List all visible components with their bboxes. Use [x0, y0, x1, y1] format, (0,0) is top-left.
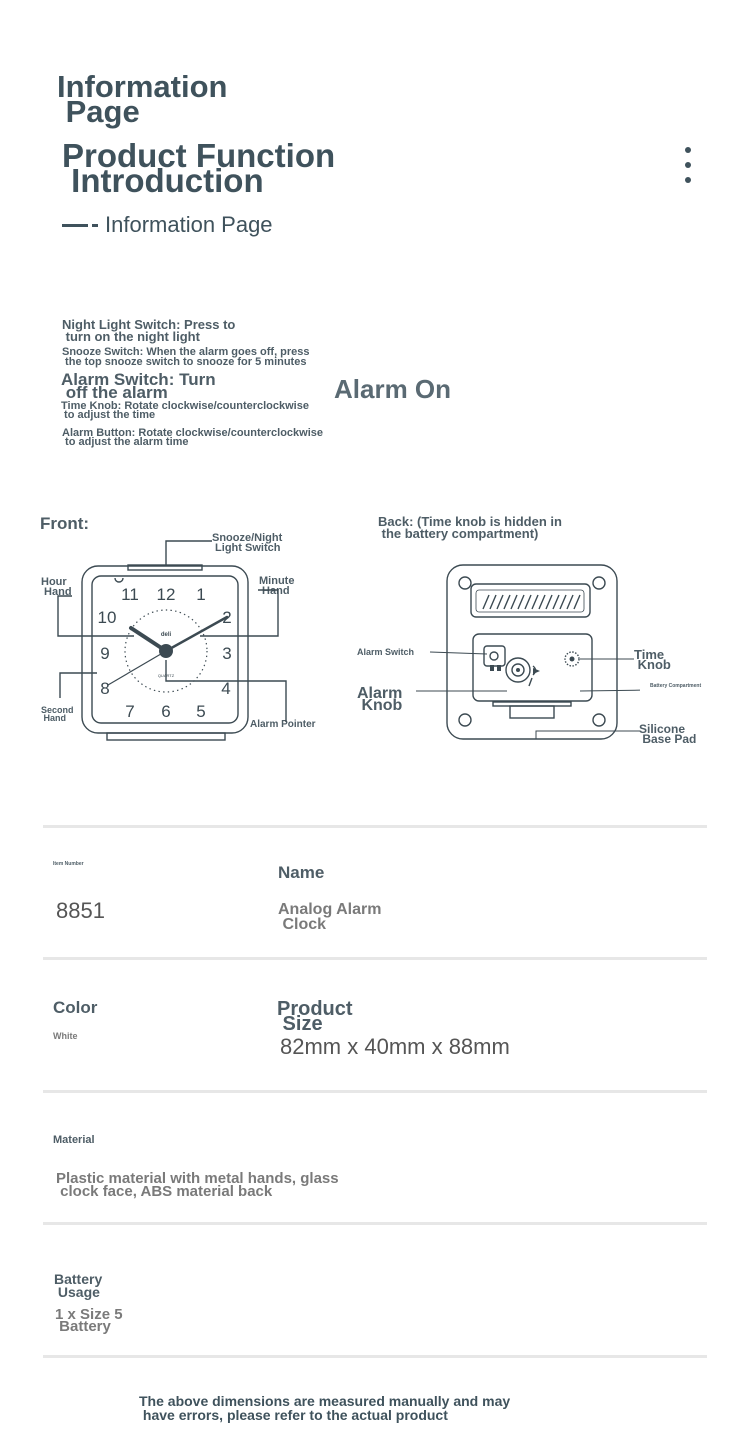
alarm-switch-text: Alarm Switch: Turn off the alarm — [61, 370, 216, 402]
footer-note: The above dimensions are measured manually and may have errors, please refer to the actual product — [139, 1393, 511, 1423]
clock-number: 7 — [125, 702, 135, 721]
item-number-label: Item Number — [53, 861, 84, 867]
clock-number: 4 — [221, 679, 231, 698]
front-clock-diagram — [0, 530, 340, 750]
alarm-knob-label: Alarm Knob — [357, 685, 403, 714]
clock-number: 10 — [97, 608, 117, 627]
divider — [43, 1222, 707, 1225]
quartz-label: QUARTZ — [157, 673, 175, 678]
snooze-night-label: Snooze/Night Light Switch — [212, 532, 283, 554]
back-clock-diagram — [340, 560, 640, 745]
clock-number: 1 — [196, 585, 206, 604]
alarm-pointer-label: Alarm Pointer — [250, 719, 316, 730]
color-label: Color — [53, 998, 98, 1017]
alarm-switch-back-label: Alarm Switch — [357, 647, 415, 657]
brand-logo: deli — [160, 632, 172, 638]
dash-dot-icon — [92, 224, 98, 227]
clock-number: 6 — [161, 702, 171, 721]
silicone-pad-label: Silicone Base Pad — [639, 722, 697, 746]
clock-number: 12 — [156, 585, 176, 604]
clock-number: 11 — [121, 585, 139, 604]
clock-number: 2 — [222, 608, 232, 627]
hour-hand-label: Hour Hand — [41, 576, 72, 598]
alarm-on-text: Alarm On — [334, 374, 452, 404]
front-label: Front: — [40, 514, 90, 533]
speaker-grille — [483, 595, 580, 609]
item-number-value: 8851 — [56, 898, 105, 923]
back-label: Back: (Time knob is hidden in the battery compartment) — [378, 514, 562, 541]
color-value: White — [53, 1031, 78, 1041]
clock-number: 8 — [100, 679, 110, 698]
battery-label: Battery Usage — [54, 1271, 103, 1300]
second-hand-label: Second Hand — [41, 705, 74, 723]
product-size-label: Product Size — [277, 998, 353, 1035]
divider — [43, 1090, 707, 1093]
clock-number: 9 — [100, 644, 110, 663]
battery-value: 1 x Size 5 Battery — [55, 1306, 123, 1335]
section-title: Product Function Introduction — [62, 137, 336, 199]
page-title: Information Page — [57, 69, 228, 129]
product-size-value: 82mm x 40mm x 88mm — [280, 1034, 510, 1059]
material-label: Material — [53, 1134, 95, 1146]
more-vertical-icon[interactable] — [680, 144, 696, 188]
divider — [43, 1355, 707, 1358]
battery-compartment-label: Battery Compartment — [650, 683, 702, 689]
name-value: Analog Alarm Clock — [278, 901, 382, 933]
clock-number: 3 — [222, 644, 232, 663]
material-value: Plastic material with metal hands, glass clock face, ABS material back — [56, 1170, 339, 1200]
divider — [43, 825, 707, 828]
time-knob-text: Time Knob: Rotate clockwise/counterclockwise to adjust the time — [61, 400, 309, 421]
snooze-text: Snooze Switch: When the alarm goes off, press the top snooze switch to snooze for 5 minutes — [62, 346, 310, 368]
divider — [43, 957, 707, 960]
clock-number: 5 — [196, 702, 206, 721]
alarm-button-text: Alarm Button: Rotate clockwise/counterclockwise to adjust the alarm time — [62, 427, 324, 448]
name-label: Name — [278, 863, 325, 882]
dash-line-icon — [62, 224, 88, 227]
minute-hand-label: Minute Hand — [259, 575, 295, 597]
night-light-text: Night Light Switch: Press to turn on the night light — [62, 317, 236, 344]
time-knob-back-label: Time Knob — [634, 647, 671, 672]
